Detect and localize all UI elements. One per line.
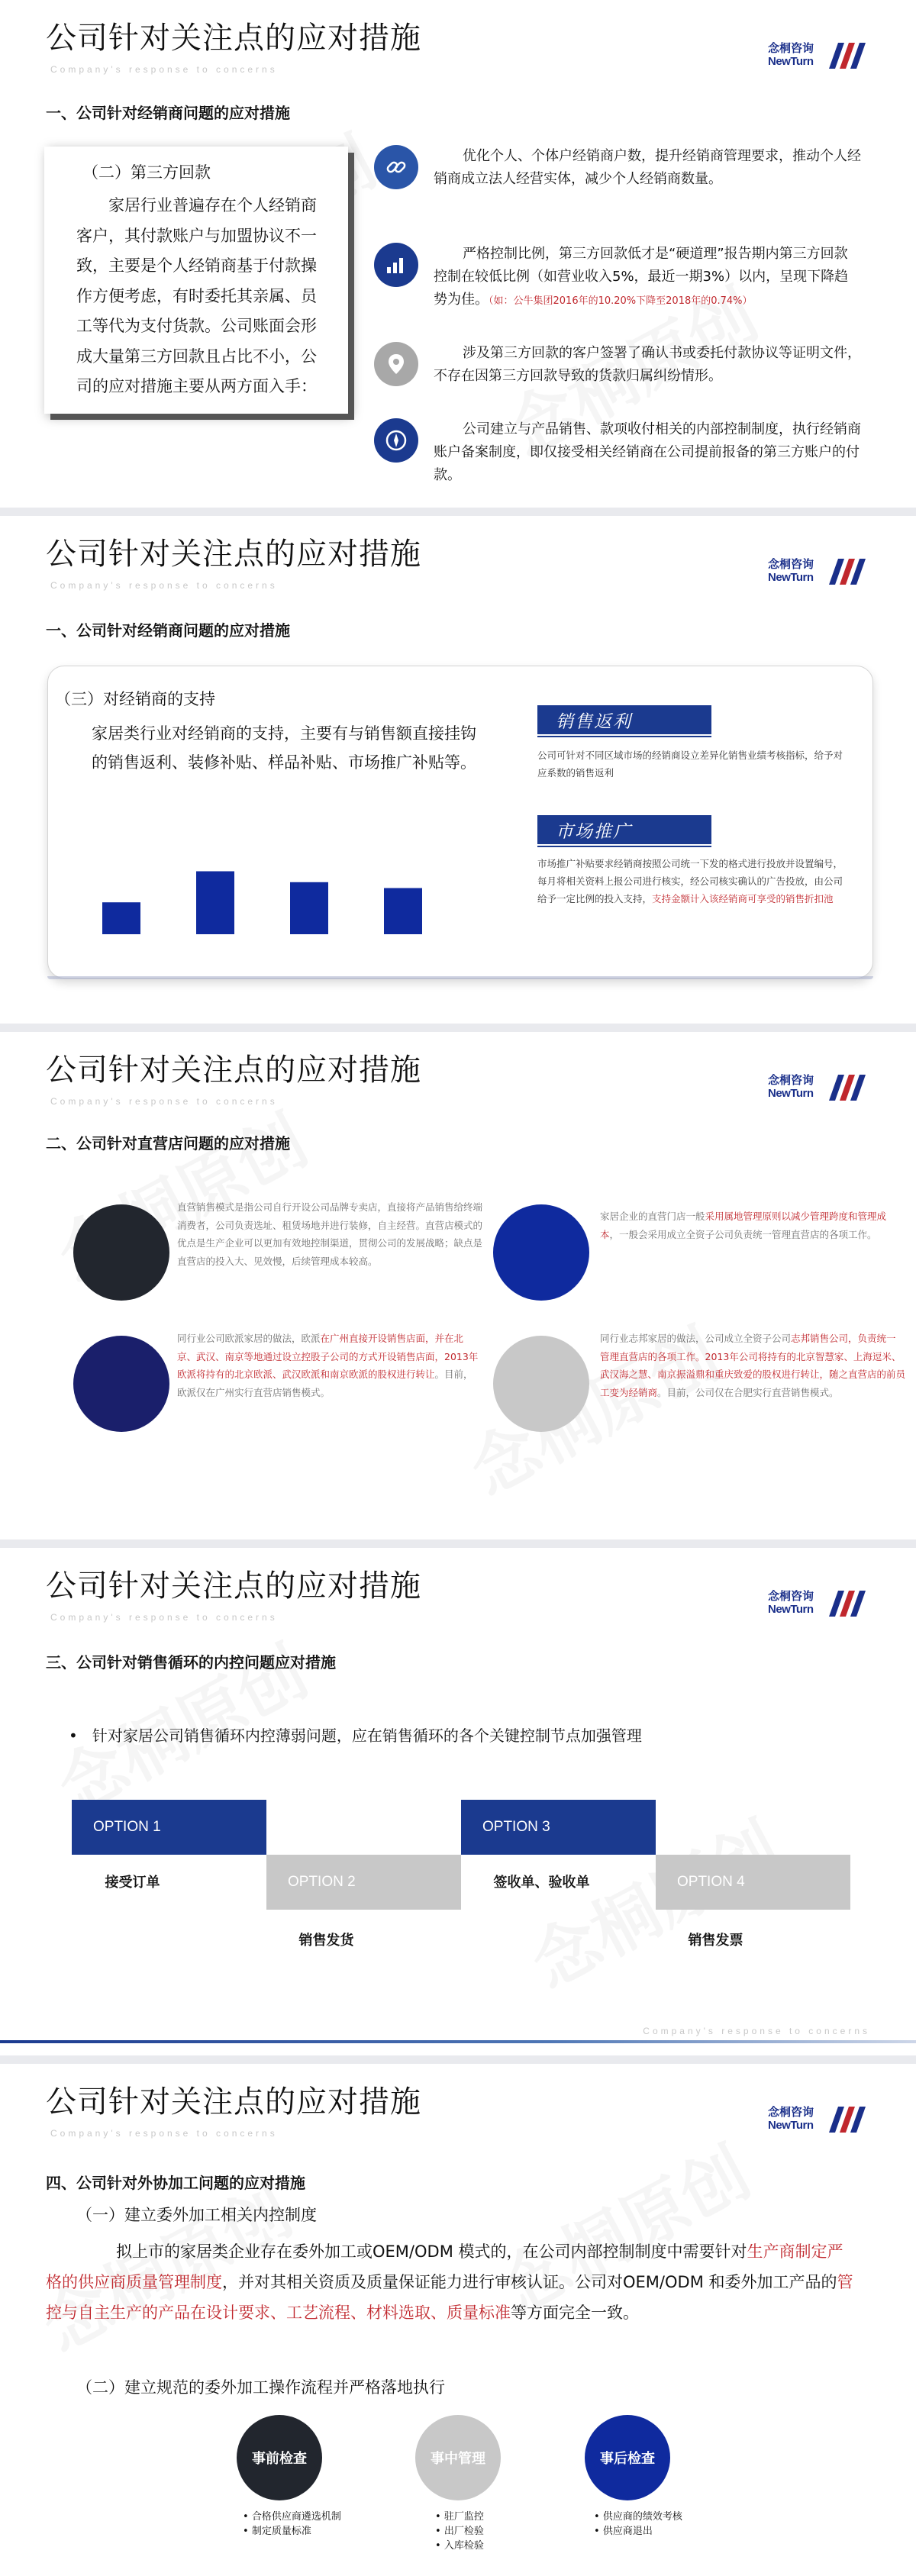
third-party-card xyxy=(44,147,348,414)
decorative-bar xyxy=(384,888,422,935)
newturn-logo: 念桐咨询 NewTurn xyxy=(768,38,867,84)
option-1-block: OPTION 1 xyxy=(72,1800,266,1855)
decorative-bar xyxy=(290,882,328,934)
newturn-logo: 念桐咨询 NewTurn xyxy=(768,1070,867,1116)
decorative-bar-chart xyxy=(92,837,489,936)
measure-text: 优化个人、个体户经销商户数，提升经销商管理要求，推动个人经销商成立法人经营实体，减少个人经销商数量。 xyxy=(434,148,861,187)
section-heading: 四、公司针对外协加工问题的应对措施 xyxy=(46,2174,305,2192)
circle-marker xyxy=(493,1204,589,1301)
link-icon xyxy=(374,145,418,189)
sales-rebate-tag: 销售返利 xyxy=(537,705,711,734)
newturn-logo: 念桐咨询 NewTurn xyxy=(768,1586,867,1632)
step-pre-check: 事前检查 xyxy=(237,2415,322,2500)
newturn-logo: 念桐咨询 NewTurn xyxy=(768,554,867,600)
step-in-process: 事中管理 xyxy=(415,2415,501,2500)
direct-store-desc: 直营销售模式是指公司自行开设公司品牌专卖店，直接将产品销售给终端消费者，公司负责选址、租赁场地并进行装修，自主经营。直营店模式的优点是生产企业可以更加有效地控制渠道，贯彻公司的发展战略；缺点是直营店的投入大、见效慢，后续管理成本较高。 xyxy=(177,1201,483,1267)
slide-outsourcing xyxy=(0,2064,916,2576)
slide-subtitle: Company's response to concerns xyxy=(50,580,278,591)
slide-subtitle: Company's response to concerns xyxy=(50,1612,278,1623)
slide-dealer-support xyxy=(0,516,916,1024)
subheading-2: （二）建立规范的委外加工操作流程并严格落地执行 xyxy=(76,2378,445,2397)
step-list-item: • 出厂检验 xyxy=(435,2524,484,2539)
step-pre-check-list xyxy=(243,2510,341,2539)
step-list-item: • 入库检验 xyxy=(435,2539,484,2553)
slide-title: 公司针对关注点的应对措施 xyxy=(46,1053,421,1088)
step-list-item: • 制定质量标准 xyxy=(243,2524,341,2539)
option-1-caption: 接受订单 xyxy=(105,1875,160,1891)
slide-title: 公司针对关注点的应对措施 xyxy=(46,2084,421,2120)
bar-chart-icon xyxy=(374,243,418,287)
section-heading: 一、公司针对经销商问题的应对措施 xyxy=(46,104,290,122)
decorative-bar xyxy=(102,902,140,934)
panel-body: 家居类行业对经销商的支持，主要有与销售额直接挂钩的销售返利、装修补贴、样品补贴、市场推广补贴等。 xyxy=(92,724,476,772)
direct-store-desc: 家居企业的直营门店一般采用属地管理原则以减少管理跨度和管理成本，一般会采用成立全资子公司负责统一管理直营店的各项工作。 xyxy=(600,1211,887,1240)
card-body: 家居行业普遍存在个人经销商客户，其付款账户与加盟协议不一致，主要是个人经销商基于付款操作方便考虑，有时委托其亲属、员工等代为支付货款。公司账面会形成大量第三方回款且占比不小，公司的应对措施主要从两方面入手： xyxy=(76,196,317,395)
card-title: （二）第三方回款 xyxy=(82,163,211,182)
section-heading: 三、公司针对销售循环的内控问题应对措施 xyxy=(46,1653,336,1672)
slide-third-party-payment xyxy=(0,0,916,508)
panel-title: （三）对经销商的支持 xyxy=(55,690,215,708)
slide-subtitle: Company's response to concerns xyxy=(50,1096,278,1107)
option-4-block: OPTION 4 xyxy=(656,1855,850,1910)
direct-store-desc: 同行业公司欧派家居的做法，欧派在广州直接开设销售店面，并在北京、武汉、南京等地通过设立控股子公司的方式开设销售店面，2013年欧派将持有的北京欧派、武汉欧派和南京欧派的股权进行转让。目前，欧派仅在广州实行直营店销售模式。 xyxy=(177,1333,479,1398)
measure-item xyxy=(374,145,861,206)
section-heading: 一、公司针对经销商问题的应对措施 xyxy=(46,621,290,640)
footer-bar xyxy=(0,2040,916,2043)
marketing-desc: 市场推广补贴要求经销商按照公司统一下发的格式进行投放并设置编号，每月将相关资料上报公司进行核实，经公司核实确认的广告投放，由公司给予一定比例的投入支持，支持金额计入该经销商可享受的销售折扣池 xyxy=(537,858,843,904)
step-list-item: • 供应商的绩效考核 xyxy=(594,2510,682,2524)
measure-text: 严格控制比例，第三方回款低才是“硬道理”报告期内第三方回款控制在较低比例（如营业收入5%，最近一期3%）以内，呈现下降趋势为佳。（如：公牛集团2016年的10.20%下降至2018年的0.74%） xyxy=(434,246,849,308)
subheading-1: （一）建立委外加工相关内控制度 xyxy=(76,2206,317,2224)
slide-sales-cycle xyxy=(0,1548,916,2055)
slide-title: 公司针对关注点的应对措施 xyxy=(46,21,421,56)
slide-subtitle: Company's response to concerns xyxy=(50,64,278,75)
measure-item xyxy=(374,342,861,395)
circle-marker xyxy=(493,1336,589,1432)
marketing-tag: 市场推广 xyxy=(537,815,711,844)
slide-title: 公司针对关注点的应对措施 xyxy=(46,1568,421,1604)
bullet-text: • 针对家居公司销售循环内控薄弱问题，应在销售循环的各个关键控制节点加强管理 xyxy=(69,1726,642,1745)
decorative-bar xyxy=(196,872,234,935)
sales-rebate-desc: 公司可针对不同区域市场的经销商设立差异化销售业绩考核指标，给予对应系数的销售返利 xyxy=(537,750,843,779)
step-in-process-list xyxy=(435,2510,484,2553)
option-3-caption: 签收单、验收单 xyxy=(493,1875,590,1891)
option-2-caption: 销售发货 xyxy=(298,1933,354,1949)
panel-shadow xyxy=(47,976,873,979)
newturn-logo: 念桐咨询 NewTurn xyxy=(768,2102,867,2148)
step-post-check: 事后检查 xyxy=(585,2415,670,2500)
section-heading: 二、公司针对直营店问题的应对措施 xyxy=(46,1134,290,1153)
circle-marker xyxy=(73,1204,169,1301)
circle-marker xyxy=(73,1336,169,1432)
measure-text: 涉及第三方回款的客户签署了确认书或委托付款协议等证明文件，不存在因第三方回款导致的货款归属纠纷情形。 xyxy=(434,345,861,384)
option-3-block: OPTION 3 xyxy=(461,1800,656,1855)
location-pin-icon xyxy=(374,342,418,386)
step-post-check-list xyxy=(594,2510,682,2539)
measure-text: 公司建立与产品销售、款项收付相关的内部控制制度，执行经销商账户备案制度，即仅接受相关经销商在公司提前报备的第三方账户的付款。 xyxy=(434,421,861,483)
slide-subtitle: Company's response to concerns xyxy=(50,2128,278,2139)
example-note: （如：公牛集团2016年的10.20%下降至2018年的0.74%） xyxy=(489,295,753,307)
measure-item xyxy=(374,418,861,495)
outsourcing-paragraph: 拟上市的家居类企业存在委外加工或OEM/ODM 模式的，在公司内部控制制度中需要针对生产商制定严格的供应商质量管理制度，并对其相关资质及质量保证能力进行审核认证。公司对OEM/ODM 和委外加工产品的管控与自主生产的产品在设计要求、工艺流程、材料选取、质量标准等方面完全一致。 xyxy=(46,2242,853,2322)
step-list-item: • 合格供应商遴选机制 xyxy=(243,2510,341,2524)
direct-store-desc: 同行业志邦家居的做法，公司成立全资子公司志邦销售公司，负责统一管理直营店的各项工作。2013年公司将持有的北京智慧家、上海逗米、武汉海之慧、南京振溢鼎和重庆致爱的股权进行转让，随之直营店的前员工变为经销商。目前，公司仅在合肥实行直营销售模式。 xyxy=(600,1333,906,1398)
step-list-item: • 驻厂监控 xyxy=(435,2510,484,2524)
slide-title: 公司针对关注点的应对措施 xyxy=(46,537,421,572)
option-4-caption: 销售发票 xyxy=(688,1933,743,1949)
footer-subtitle: Company's response to concerns xyxy=(643,2026,870,2036)
measure-item xyxy=(374,243,855,319)
compass-icon xyxy=(374,418,418,463)
option-2-block: OPTION 2 xyxy=(266,1855,461,1910)
slide-direct-stores xyxy=(0,1032,916,1539)
step-list-item: • 供应商退出 xyxy=(594,2524,682,2539)
